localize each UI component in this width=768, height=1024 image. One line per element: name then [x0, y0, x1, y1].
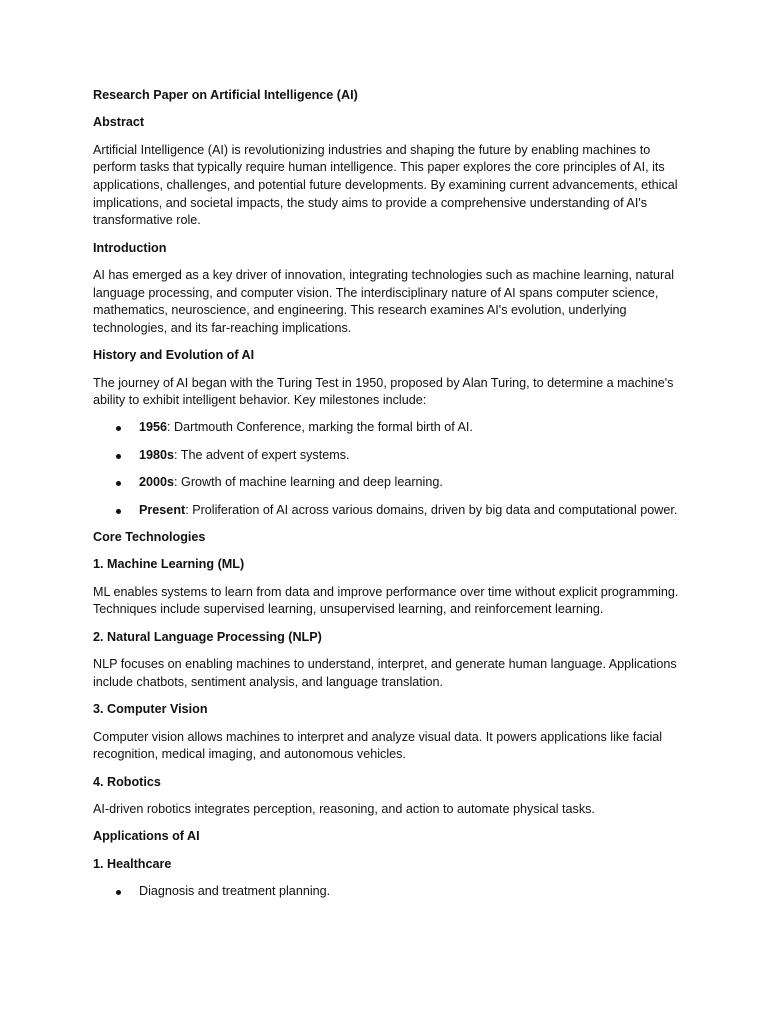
paper-title: Research Paper on Artificial Intelligence (AI) [93, 88, 358, 102]
history-text: The journey of AI began with the Turing Test in 1950, proposed by Alan Turing, to determine a machine's ability to exhibit intelligent behavior. Key milestones include: [93, 375, 674, 408]
milestone-desc: : The advent of expert systems. [174, 447, 350, 462]
cv-text: Computer vision allows machines to interpret and analyze visual data. It powers applications like facial recognition, medical imaging, and autonomous vehicles. [93, 729, 663, 762]
bullet-icon [116, 481, 121, 486]
introduction-text: AI has emerged as a key driver of innovation, integrating technologies such as machine learning, natural language processing, and computer vision. The interdisciplinary nature of AI spans computer science, mathematics, neuroscience, and engineering. This research examines AI's evolution, underlying technologies, and its far-reaching implications. [93, 267, 675, 335]
document-page [93, 87, 683, 911]
healthcare-heading: 1. Healthcare [93, 856, 172, 871]
list-item [93, 419, 683, 437]
abstract-heading: Abstract [93, 115, 145, 130]
history-heading: History and Evolution of AI [93, 348, 255, 363]
milestone-term: 1980s [139, 447, 175, 462]
introduction-heading: Introduction [93, 240, 167, 255]
list-item [93, 474, 683, 492]
bullet-icon [116, 454, 121, 459]
abstract-text: Artificial Intelligence (AI) is revolutionizing industries and shaping the future by enabling machines to perform tasks that typically require human intelligence. This paper explores the core principles of AI, its applications, challenges, and potential future developments. By examining current advancements, ethical implications, and societal impacts, the study aims to provide a comprehensive understanding of AI's transformative role. [93, 142, 678, 228]
list-item [93, 883, 683, 901]
cv-heading: 3. Computer Vision [93, 702, 208, 717]
robotics-text: AI-driven robotics integrates perception, reasoning, and action to automate physical tasks. [93, 801, 595, 816]
robotics-heading: 4. Robotics [93, 774, 161, 789]
milestone-desc: : Dartmouth Conference, marking the formal birth of AI. [167, 420, 473, 435]
core-technologies-heading: Core Technologies [93, 530, 206, 545]
milestone-term: Present [139, 502, 186, 517]
milestones-list [93, 419, 683, 519]
milestone-term: 1956 [139, 420, 168, 435]
applications-heading: Applications of AI [93, 829, 200, 844]
healthcare-item: Diagnosis and treatment planning. [139, 884, 331, 899]
bullet-icon [116, 890, 121, 895]
healthcare-list [93, 883, 683, 901]
ml-text: ML enables systems to learn from data and improve performance over time without explicit programming. Techniques include supervised learning, unsupervised learning, and reinforcement learning. [93, 584, 679, 617]
milestone-desc: : Growth of machine learning and deep learning. [174, 475, 443, 490]
ml-heading: 1. Machine Learning (ML) [93, 557, 245, 572]
milestone-term: 2000s [139, 475, 175, 490]
nlp-text: NLP focuses on enabling machines to understand, interpret, and generate human language. Applications include chatbots, sentiment analysis, and language translation. [93, 657, 677, 689]
milestone-desc: : Proliferation of AI across various domains, driven by big data and computational power. [185, 502, 678, 517]
bullet-icon [116, 426, 121, 431]
nlp-heading: 2. Natural Language Processing (NLP) [93, 629, 322, 644]
bullet-icon [116, 509, 121, 514]
list-item [93, 447, 683, 465]
list-item [93, 502, 683, 520]
